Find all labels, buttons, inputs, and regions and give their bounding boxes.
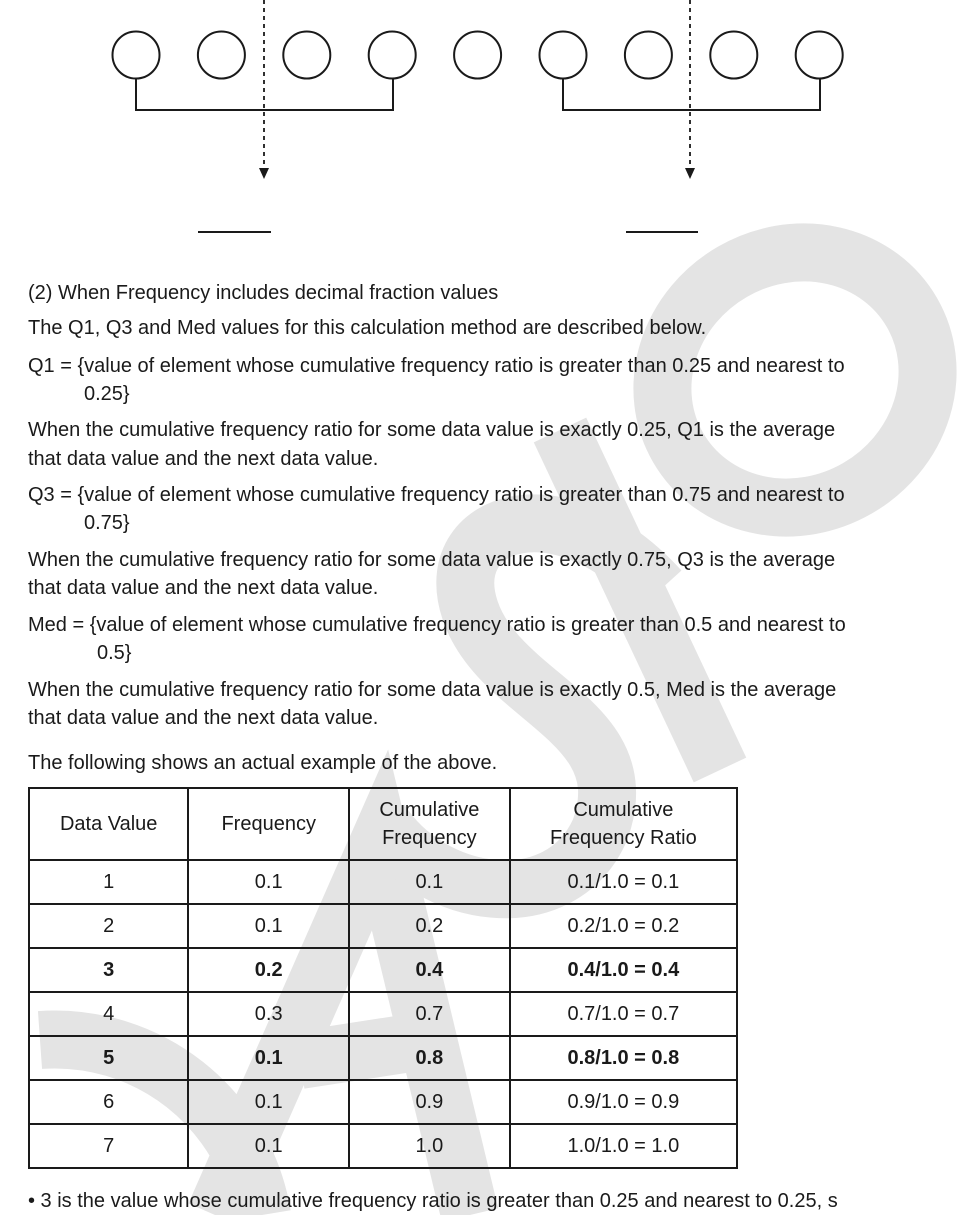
- cell-cumulative-ratio: 0.7/1.0 = 0.7: [510, 992, 737, 1036]
- cell-cumulative-frequency: 0.4: [349, 948, 510, 992]
- cell-cumulative-ratio: 0.1/1.0 = 0.1: [510, 860, 737, 904]
- cell-data-value: 1: [29, 860, 188, 904]
- table-row: [29, 860, 737, 904]
- q3-arrow-head: [685, 168, 695, 179]
- q1-note-continued: that data value and the next data value.: [28, 448, 379, 470]
- header-frequency: [188, 788, 349, 860]
- intro-text: The Q1, Q3 and Med values for this calculation method are described below.: [28, 317, 707, 339]
- cell-data-value: 2: [29, 904, 188, 948]
- med-note: When the cumulative frequency ratio for some data value is exactly 0.5, Med is the average: [28, 679, 837, 701]
- cell-frequency: 0.1: [188, 1124, 349, 1168]
- q3-definition: Q3 = {value of element whose cumulative frequency ratio is greater than 0.75 and nearest to: [28, 484, 845, 506]
- cell-cumulative-ratio: 0.4/1.0 = 0.4: [510, 948, 737, 992]
- cell-cumulative-frequency: 0.2: [349, 904, 510, 948]
- table-row: [29, 1080, 737, 1124]
- data-element-circle: [283, 32, 330, 79]
- data-element-circle: [796, 32, 843, 79]
- cell-frequency: 0.1: [188, 1080, 349, 1124]
- data-element-circle: [540, 32, 587, 79]
- q1-arrow-head: [259, 168, 269, 179]
- quartile-diagram: [0, 0, 958, 250]
- q3-definition-continued: 0.75}: [84, 512, 130, 534]
- cell-data-value: 6: [29, 1080, 188, 1124]
- upper-half-bracket: [563, 79, 820, 110]
- data-element-circle: [369, 32, 416, 79]
- cell-data-value: 5: [29, 1036, 188, 1080]
- cell-frequency: 0.3: [188, 992, 349, 1036]
- example-intro: The following shows an actual example of the above.: [28, 752, 498, 774]
- q3-note-continued: that data value and the next data value.: [28, 577, 379, 599]
- table-row: [29, 904, 737, 948]
- header-label: Cumulative: [573, 799, 674, 821]
- header-cumulative-frequency: [349, 788, 510, 860]
- med-definition: Med = {value of element whose cumulative frequency ratio is greater than 0.5 and nearest to: [28, 614, 846, 636]
- data-elements: [113, 32, 843, 79]
- cell-frequency: 0.1: [188, 904, 349, 948]
- cell-data-value: 4: [29, 992, 188, 1036]
- cell-cumulative-frequency: 0.7: [349, 992, 510, 1036]
- cell-cumulative-ratio: 0.9/1.0 = 0.9: [510, 1080, 737, 1124]
- table-row: [29, 948, 737, 992]
- table-header-row: [29, 788, 737, 860]
- cell-data-value: 3: [29, 948, 188, 992]
- med-note-continued: that data value and the next data value.: [28, 707, 379, 729]
- cell-frequency: 0.2: [188, 948, 349, 992]
- header-label: Frequency Ratio: [549, 827, 697, 849]
- cell-cumulative-frequency: 0.1: [349, 860, 510, 904]
- header-label: Frequency: [221, 813, 316, 835]
- frequency-table: [28, 787, 738, 1169]
- header-label: Frequency: [382, 827, 477, 849]
- q1-definition: Q1 = {value of element whose cumulative frequency ratio is greater than 0.25 and nearest to: [28, 355, 845, 377]
- data-element-circle: [454, 32, 501, 79]
- bullet-note: • 3 is the value whose cumulative frequency ratio is greater than 0.25 and nearest to 0.25, s: [28, 1190, 838, 1212]
- cell-cumulative-ratio: 0.2/1.0 = 0.2: [510, 904, 737, 948]
- header-cumulative-frequency-ratio: [510, 788, 737, 860]
- cell-data-value: 7: [29, 1124, 188, 1168]
- med-definition-continued: 0.5}: [97, 642, 132, 664]
- cell-cumulative-ratio: 1.0/1.0 = 1.0: [510, 1124, 737, 1168]
- header-label: Data Value: [59, 813, 158, 835]
- table-row: [29, 1036, 737, 1080]
- cell-cumulative-frequency: 0.8: [349, 1036, 510, 1080]
- q1-definition-continued: 0.25}: [84, 383, 130, 405]
- data-element-circle: [198, 32, 245, 79]
- header-label: Cumulative: [379, 799, 480, 821]
- cell-frequency: 0.1: [188, 1036, 349, 1080]
- q3-note: When the cumulative frequency ratio for some data value is exactly 0.75, Q3 is the average: [28, 549, 836, 571]
- cell-cumulative-ratio: 0.8/1.0 = 0.8: [510, 1036, 737, 1080]
- data-element-circle: [625, 32, 672, 79]
- table-row: [29, 1124, 737, 1168]
- table-row: [29, 992, 737, 1036]
- q1-note: When the cumulative frequency ratio for some data value is exactly 0.25, Q1 is the average: [28, 419, 836, 441]
- header-data-value: [29, 788, 188, 860]
- data-element-circle: [710, 32, 757, 79]
- section-heading: (2) When Frequency includes decimal fraction values: [28, 282, 499, 304]
- cell-cumulative-frequency: 0.9: [349, 1080, 510, 1124]
- cell-frequency: 0.1: [188, 860, 349, 904]
- data-element-circle: [113, 32, 160, 79]
- cell-cumulative-frequency: 1.0: [349, 1124, 510, 1168]
